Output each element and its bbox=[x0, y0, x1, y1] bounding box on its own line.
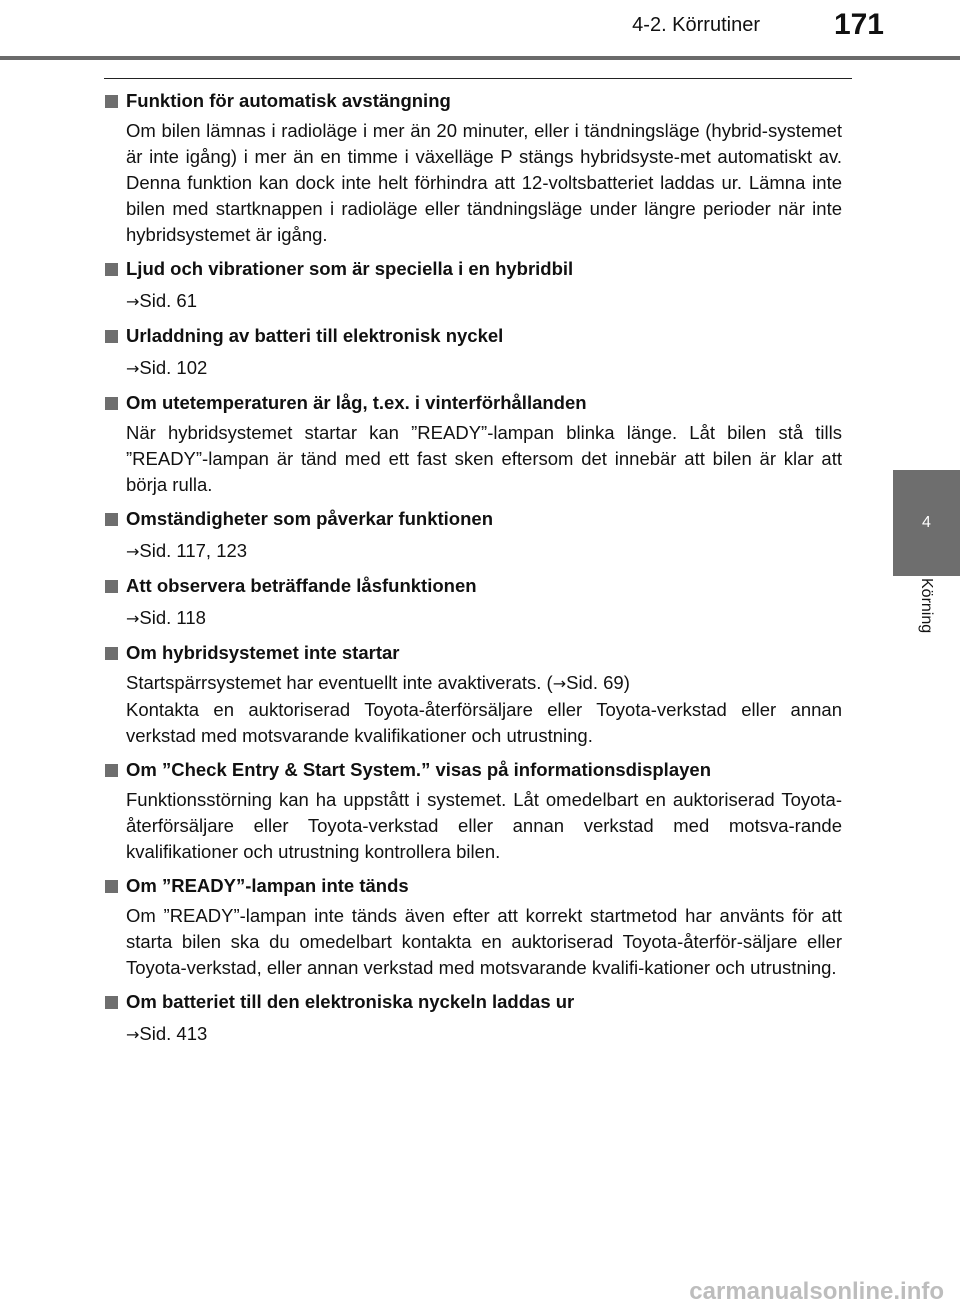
item-body bbox=[126, 787, 842, 865]
item-paragraph: När hybridsystemet startar kan ”READY”-lampan blinka länge. Låt bilen stå tills ”READY”-lampan är tänd med ett fast sken eftersom det innebär att bilen är klar att börja rulla. bbox=[126, 422, 842, 495]
page-reference bbox=[126, 355, 842, 382]
item-heading bbox=[105, 989, 842, 1015]
reference-text: Sid. 413 bbox=[139, 1023, 208, 1044]
watermark: carmanualsonline.info bbox=[689, 1278, 944, 1305]
item-body bbox=[126, 420, 842, 498]
item-body bbox=[126, 670, 842, 749]
item-heading-text: Ljud och vibrationer som är speciella i en hybridbil bbox=[126, 258, 574, 279]
square-bullet-icon bbox=[105, 764, 118, 777]
item-heading-text: Urladdning av batteri till elektronisk nyckel bbox=[126, 325, 504, 346]
reference-text: Sid. 118 bbox=[139, 607, 206, 628]
square-bullet-icon bbox=[105, 330, 118, 343]
item-heading-text: Att observera beträffande låsfunktionen bbox=[126, 575, 477, 596]
reference-text: Sid. 117, 123 bbox=[139, 540, 248, 561]
list-item bbox=[105, 757, 842, 865]
arrow-icon: → bbox=[552, 674, 567, 693]
list-item bbox=[105, 390, 842, 498]
item-heading bbox=[105, 640, 842, 666]
square-bullet-icon bbox=[105, 397, 118, 410]
page-reference bbox=[126, 1021, 842, 1048]
chapter-number: 4 bbox=[922, 514, 931, 531]
item-heading bbox=[105, 323, 842, 349]
content-top-rule bbox=[104, 78, 852, 79]
item-heading-text: Om batteriet till den elektroniska nyckeln laddas ur bbox=[126, 991, 575, 1012]
item-paragraph: Om ”READY”-lampan inte tänds även efter att korrekt startmetod har använts för att starta bilen ska du omedelbart kontakta en auktoriserad Toyota-återför-säljare eller Toyota-verkstad, eller annan verkstad med motsvarande kvalifi-kationer och utrustning. bbox=[126, 905, 842, 978]
page-reference bbox=[126, 288, 842, 315]
item-heading-text: Om ”Check Entry & Start System.” visas på informationsdisplayen bbox=[126, 759, 711, 780]
square-bullet-icon bbox=[105, 263, 118, 276]
item-heading-text: Funktion för automatisk avstängning bbox=[126, 90, 451, 111]
reference-text: Sid. 102 bbox=[139, 357, 208, 378]
reference-text: Sid. 69) bbox=[566, 672, 630, 693]
item-heading-text: Om hybridsystemet inte startar bbox=[126, 642, 400, 663]
paragraph-text: Startspärrsystemet har eventuellt inte avaktiverats. ( bbox=[126, 672, 553, 693]
page-reference bbox=[126, 605, 842, 632]
square-bullet-icon bbox=[105, 647, 118, 660]
list-item bbox=[105, 640, 842, 749]
item-heading-text: Omständigheter som påverkar funktionen bbox=[126, 508, 494, 529]
item-body bbox=[126, 118, 842, 248]
list-item bbox=[105, 323, 842, 382]
item-heading bbox=[105, 757, 842, 783]
list-item bbox=[105, 873, 842, 981]
chapter-tab bbox=[893, 470, 960, 576]
arrow-icon: → bbox=[126, 609, 140, 628]
header-rule bbox=[0, 56, 960, 60]
item-heading bbox=[105, 256, 842, 282]
reference-text: Sid. 61 bbox=[139, 290, 198, 311]
content bbox=[105, 88, 842, 1056]
list-item bbox=[105, 88, 842, 248]
item-paragraph: Funktionsstörning kan ha uppstått i systemet. Låt omedelbart en auktoriserad Toyota-återförsäljare eller Toyota-verkstad eller annan verkstad med motsva-rande kvalifikationer och utrustning kontrollera bilen. bbox=[126, 789, 842, 862]
item-heading bbox=[105, 573, 842, 599]
list-item bbox=[105, 989, 842, 1048]
item-heading-text: Om ”READY”-lampan inte tänds bbox=[126, 875, 409, 896]
item-paragraph: Om bilen lämnas i radioläge i mer än 20 minuter, eller i tändningsläge (hybrid-systemet är inte igång) i mer än en timme i växelläge P stängs hybridsyste-met automatiskt av. Denna funktion kan dock inte helt förhindra att 12-voltsbatteriet laddas ur. Lämna inte bilen med startknappen i radioläge eller tändningsläge under längre perioder när inte hybridsystemet är igång. bbox=[126, 120, 842, 245]
square-bullet-icon bbox=[105, 513, 118, 526]
square-bullet-icon bbox=[105, 95, 118, 108]
page-reference bbox=[126, 538, 842, 565]
item-heading bbox=[105, 390, 842, 416]
item-body bbox=[126, 903, 842, 981]
arrow-icon: → bbox=[126, 542, 140, 561]
page-number: 171 bbox=[833, 8, 884, 41]
list-item bbox=[105, 573, 842, 632]
chapter-title: Körning bbox=[918, 578, 935, 634]
item-heading bbox=[105, 88, 842, 114]
item-paragraph bbox=[126, 670, 842, 697]
item-heading bbox=[105, 506, 842, 532]
item-heading bbox=[105, 873, 842, 899]
arrow-icon: → bbox=[126, 359, 140, 378]
arrow-icon: → bbox=[126, 292, 140, 311]
square-bullet-icon bbox=[105, 580, 118, 593]
list-item bbox=[105, 506, 842, 565]
page-header bbox=[0, 0, 960, 56]
list-item bbox=[105, 256, 842, 315]
item-paragraph: Kontakta en auktoriserad Toyota-återförsäljare eller Toyota-verkstad eller annan verkstad med motsvarande kvalifikationer och utrustning. bbox=[126, 699, 842, 746]
section-title: 4-2. Körrutiner bbox=[632, 14, 760, 36]
arrow-icon: → bbox=[126, 1025, 140, 1044]
chapter-label bbox=[908, 578, 944, 678]
item-heading-text: Om utetemperaturen är låg, t.ex. i vinterförhållanden bbox=[126, 392, 587, 413]
square-bullet-icon bbox=[105, 996, 118, 1009]
square-bullet-icon bbox=[105, 880, 118, 893]
